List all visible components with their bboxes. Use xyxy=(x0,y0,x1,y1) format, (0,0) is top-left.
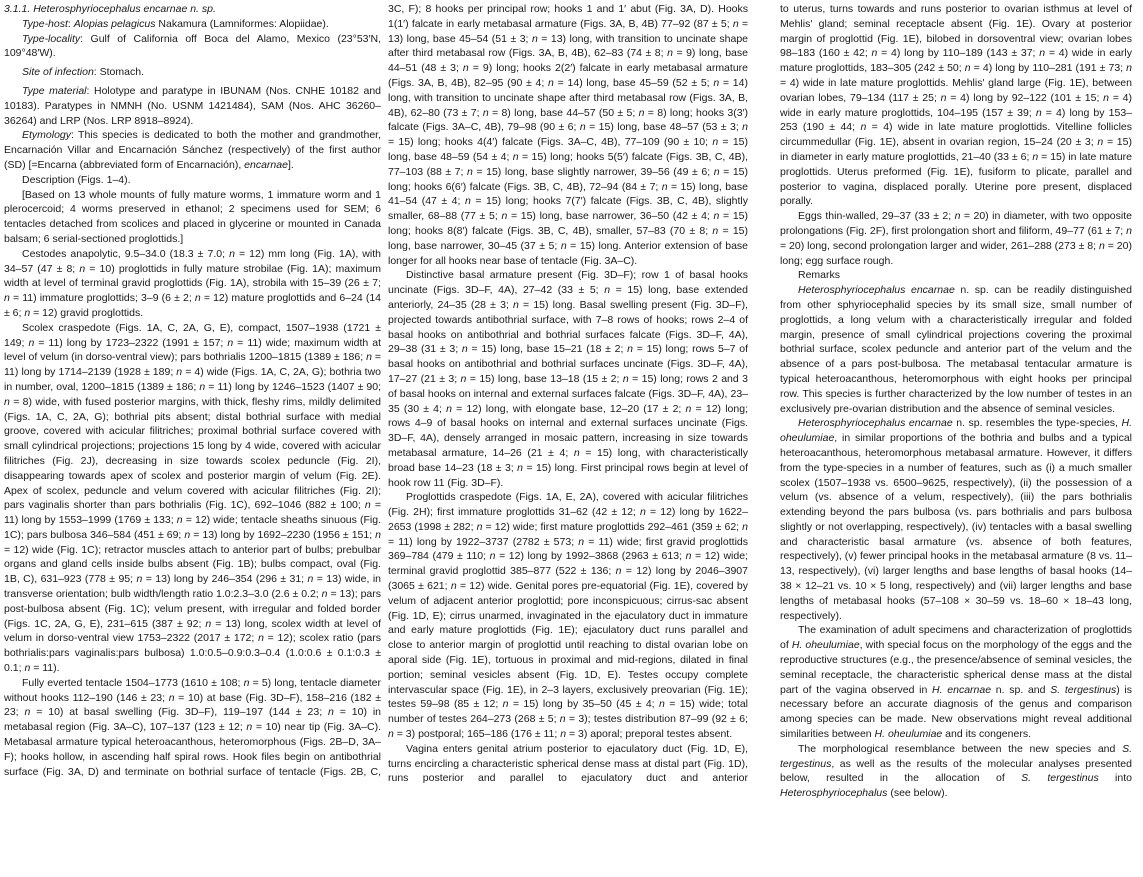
italic-text: n xyxy=(712,224,719,237)
italic-text: n xyxy=(531,32,538,45)
section-heading: 3.1.1. Heterosphyriocephalus encarnae n. sp. xyxy=(4,3,216,15)
italic-text: n xyxy=(685,402,692,415)
italic-text: encarnae xyxy=(244,158,288,171)
italic-text: n xyxy=(1103,91,1110,104)
italic-text: n xyxy=(639,506,646,519)
italic-text: S. tergestinus xyxy=(1050,683,1117,696)
italic-text: n xyxy=(513,298,519,311)
italic-text: n xyxy=(1126,224,1132,237)
paragraph: Heterosphyriocephalus encarnae n. sp. resembles the type-species, H. oheulumiae, in similar proportions of the bothria and bulbs and a typical heteroacanthous, heteromorphous metabasal armature. However, it differs from the type-species in a number of features, such as (i) a much smaller scolex (1507–1938 vs. 6500–9625, respectively), (ii) the possession of a velum (vs. absence of a velum, respectively), (iii) the pars bothrialis extending beyond the pars bulbosa (vs. pars bothrialis and pars bulbosa slightly or not overlapping, respectively), (iv) tentacles with a basal swelling and characteristic basal armature (vs. absence of both features, respectively), (v) fewer principal hooks in the metabasal armature (8 vs. 11–13, respectively), (vi) larger lengths and base lengths of basal hooks (14–38 × 12–21 vs. 10 × 5 long, respectively) and (vii) larger lengths and base lengths of metabasal hooks (57–108 × 30–59 vs. 18–60 × 18–43 long, respectively). xyxy=(780,417,1132,622)
italic-text: n xyxy=(604,284,611,297)
italic-text: n xyxy=(364,499,371,512)
paragraph: Type-host: Alopias pelagicus Nakamura (Lamniformes: Alopiidae). xyxy=(22,17,329,30)
italic-text: n xyxy=(661,180,668,193)
italic-text: n xyxy=(227,336,234,349)
italic-text: n xyxy=(462,62,469,75)
italic-text: n xyxy=(502,698,509,711)
italic-text: H. oheulumiae xyxy=(780,417,1132,445)
italic-text: n xyxy=(467,165,473,178)
italic-text: n xyxy=(28,336,35,349)
italic-text: n xyxy=(1032,150,1039,163)
italic-text: n xyxy=(4,292,10,305)
section-heading: Remarks xyxy=(798,269,841,282)
italic-text: n xyxy=(860,121,867,134)
italic-text: n xyxy=(446,402,452,415)
italic-text: n xyxy=(246,721,253,734)
italic-text: Type-host xyxy=(22,17,68,30)
italic-text: n xyxy=(560,239,567,252)
italic-text: n xyxy=(501,210,508,223)
paragraph: Heterosphyriocephalus encarnae n. sp. can be readily distinguished from other sphyriocephalid species by its small size, small number of proglottids, a long velum with a characteristically irregular and folded margin, presence of small cylindrical projections covering the proximal bothrial surface, scolex peduncle and anterior part of the velum and the absence of a pars post-bulbosa. The metabasal tentacular armature is typical heteroacanthous, heteromorphous with eight hooks per principal row. This species is further characterized by the low number of testes in an exclusively pre-ovarian distribution and the absence of seminal vesicles. xyxy=(780,284,1132,415)
italic-text: n xyxy=(627,343,634,356)
italic-text: n xyxy=(658,698,665,711)
italic-text: n xyxy=(732,17,739,30)
italic-text: n xyxy=(713,165,720,178)
paragraph: 3C, F); 8 hooks per principal row; hooks 1 and 1′ abut (Fig. 3A, D). Hooks 1(1′) falcate in early metabasal armature (Figs. 3A, B, 4B) 77–92 (87 ± 5; n = 13) long, base 45–54 (51 ± 3; n = 13) long, with transition to uncinate shape after third metabasal row (Figs. 3A, B, 4B), 62–83 (74 ± 8; n = 9) long, base 44–51 (48 ± 3; n = 9) long; hooks 2(2′) falcate in early metabasal armature (Figs. 3A, B, 4B), 82–95 (90 ± 4; n = 14) long, base 45–59 (52 ± 5; n = 14) long, with transition to uncinate shape after third metabasal row (Figs. 3A, B, 4B), 62–80 (73 ± 7; n = 8) long, base 44–57 (50 ± 5; n = 8) long; hooks 3(3′) falcate (Figs. 3A–C, 4B), 79–98 (90 ± 6; n = 15) long, base 48–57 (53 ± 3; n = 15) long; hooks 4(4′) falcate (Figs. 3A–C, 4B), 77–109 (90 ± 10; n = 15) long, base 48–59 (54 ± 4; n = 15) long; hooks 5(5′) falcate (Figs. 3B, C, 4B), 77–103 (88 ± 7; n = 15) long, base slightly narrower, 39–56 (49 ± 6; n = 15) long; hooks 6(6′) falcate (Figs. 3B, C, 4B), 72–94 (84 ± 7; n = 15) long, base 41–54 (47 ± 4; n = 15) long; hooks 7(7′) falcate (Figs. 3B, C, 4B), slightly smaller, 68–88 (77 ± 5; n = 15) long, base narrower, 36–50 (42 ± 4; n = 15) long; hooks 8(8′) falcate (Figs. 3B, C, 4B), smaller, 57–83 (70 ± 8; n = 15) long, base narrower, 30–45 (37 ± 5; n = 15) long. Anterior extension of base longer for all hooks near base of tentacle (Fig. 3A–C). xyxy=(388,3,749,267)
italic-text: n xyxy=(375,528,381,541)
italic-text: n xyxy=(559,713,566,726)
section-heading: Description (Figs. 1–4). xyxy=(22,173,131,186)
italic-text: n xyxy=(461,343,468,356)
italic-text: n xyxy=(685,550,692,563)
italic-text: n xyxy=(176,366,183,379)
italic-text: n xyxy=(482,106,489,119)
italic-text: n xyxy=(258,632,264,645)
paragraph: Distinctive basal armature present (Fig. 3D–F); row 1 of basal hooks uncinate (Figs. 3D–F, 4A), 27–42 (33 ± 5; n = 15) long, base extended anteriorly, 24–35 (28 ± 3; n = 15) long. Basal swelling present (Fig. 3D–F), projected towards antibothrial surface, with 7–8 rows of hooks; rows 2–4 of basal hooks on antibothrial and bothrial surfaces falcate (Figs. 3D–F, 4A), 29–38 (31 ± 3; n = 15) long, base 15–21 (18 ± 2; n = 15) long; rows 5–7 of basal hooks on antibothrial and bothrial surfaces uncinate (Figs. 3D–F, 4A), 17–27 (21 ± 3; n = 15) long, base 13–18 (15 ± 2; n = 15) long; rows 2 and 3 of basal hooks on internal and external surfaces falcate (Figs. 3D–F, 4A), 23–35 (30 ± 4; n = 12) long, with elongate base, 12–20 (17 ± 2; n = 12) long; rows 4–9 of basal hooks on internal and external surfaces uncinate (Figs. 3D–F, 4A), densely arranged in mosaic pattern, increasing in size towards metabasal armature, 14–26 (21 ± 4; n = 15) long, with characteristically broad base 14–23 (18 ± 3; n = 15) long. First principal rows begin at level of hook row 11 (Fig. 3D–F). xyxy=(388,269,749,489)
italic-text: H. oheulumiae xyxy=(791,639,860,652)
italic-text: n xyxy=(964,62,971,75)
italic-text: Heterosphyriocephalus xyxy=(780,787,888,800)
italic-text: Heterosphyriocephalus encarnae xyxy=(798,417,953,430)
italic-text: n xyxy=(136,573,143,586)
italic-text: n xyxy=(940,91,947,104)
italic-text: n xyxy=(1039,47,1046,60)
italic-text: Alopias pelagicus xyxy=(73,17,156,30)
paragraph: Site of infection: Stomach. xyxy=(22,66,144,79)
italic-text: n xyxy=(954,210,961,223)
paragraph: Type material: Holotype and paratype in IBUNAM (Nos. CNHE 10182 and 10183). Paratypes in NMNH (No. USNM 1421484), SAM (Nos. AHC 36260–36264) and LRP (Nos. LRP 8918–8924). xyxy=(4,84,382,127)
italic-text: n xyxy=(713,76,720,89)
italic-text: n xyxy=(243,676,250,689)
paragraph: Scolex craspedote (Figs. 1A, C, 2A, G, E), compact, 1507–1938 (1721 ± 149; n = 11) long by 1723–2322 (1991 ± 157; n = 11) wide; maximum width at level of velum (in dorso-ventral view); pars bothrialis 1200–1815 (1389 ± 186; n = 11) long by 1714–2139 (1928 ± 189; n = 4) wide (Figs. 1A, C, 2A, G); bothria two in number, oval, 1200–1815 (1389 ± 186; n = 11) long by 1246–1523 (1407 ± 90; n = 8) wide, with fused posterior margins, with thick, fleshy rims, mildly delimited (Figs. 1A, C, 2A, G); bothrial pits absent; distal bothrial surface with medial groove, covered with acicular filitriches; proximal bothrial surface covered with small cylindrical projections; projections 15 long by 4 wide, covered with acicular filitriches (Fig. 2J), decreasing in size towards scolex peduncle (Fig. 2I), disappearing towards apex of scolex and posterior margin of velum (Fig. 2E). Apex of scolex, peduncle and velum covered with acicular filitriches (Fig. 2I); pars vaginalis shorter than pars bothrialis (Fig. 1C), 692–1046 (882 ± 100; n = 11) long by 1553–1999 (1769 ± 133; n = 12) wide; tentacle sheaths sinuous (Fig. 1C); pars bulbosa 346–584 (451 ± 69; n = 13) long by 1692–2230 (1956 ± 151; n = 12) wide (Fig. 1C); retractor muscles attach to anterior part of bulbs; prebulbar organs and gland cells inside bulbs absent (Fig. 1B); bulbs compact, oval (Fig. 1B, C), 631–923 (778 ± 95; n = 13) long by 246–354 (296 ± 31; n = 13) wide, in transverse orientation; bulb width/length ratio 1.0:2.3–3.0 (2.6 ± 0.2; n = 13); pars post-bulbosa absent (Fig. 1C); velum present, with irregular and folded border (Figs. 1C, 2A, G, E), 231–615 (387 ± 92; n = 13) long, scolex width at level of velum in dorso-ventral view 1753–2322 (2017 ± 172; n = 12); scolex ratio (pars bothrialis:pars vaginalis:pars bulbosa) 1.0:0.5–0.9:0.3–0.4 (1.0:0.6 ± 0.1:0.3 ± 0.1; n = 11). xyxy=(4,321,382,675)
italic-text: n xyxy=(229,247,235,260)
italic-text: n xyxy=(622,372,629,385)
italic-text: n xyxy=(667,47,673,60)
italic-text: n xyxy=(307,573,314,586)
italic-text: n xyxy=(615,565,622,578)
italic-text: n xyxy=(638,106,645,119)
italic-text: n xyxy=(512,150,519,163)
italic-text: n xyxy=(460,372,467,385)
paragraph: to uterus, turns towards and runs posterior to ovarian isthmus at level of Mehlis' gland; seminal receptacle absent (Fig. 1E). Ovary at posterior margin of proglottid (Fig. 1E), bilobed in dorsoventral view; ovarian lobes 98–183 (160 ± 42; n = 4) long by 110–189 (143 ± 37; n = 4) wide in early mature proglottids, 183–305 (242 ± 50; n = 4) long by 110–281 (191 ± 73; n = 4) wide in late mature proglottids. Mehlis' gland large (Fig. 1E), between ovarian lobes, 79–134 (117 ± 25; n = 4) long by 92–122 (101 ± 15; n = 4) wide in early mature proglottids, 104–195 (157 ± 39; n = 4) long by 153–253 (190 ± 44; n = 4) wide in late mature proglottids. Vitelline follicles circummedullar (Fig. 1E), absent in ovarian region, 15–24 (20 ± 3; n = 15) in diameter in early mature proglottids, 21–40 (33 ± 6; n = 15) in late mature proglottids. Uterus preformed (Fig. 1E), fusiform to plicate, parallel and posterior to vagina, displaced porally. Uterine pore present, displaced porally. xyxy=(780,3,1133,208)
paragraph: Eggs thin-walled, 29–37 (33 ± 2; n = 20) in diameter, with two opposite prolongations (Fig. 2F), first prolongation short and filiform, 49–77 (61 ± 7; n = 20) long, second prolongation larger and wider, 261–288 (273 ± 8; n = 20) long; egg surface rough. xyxy=(780,210,1132,267)
italic-text: n xyxy=(321,588,328,601)
italic-text: n xyxy=(712,136,719,149)
italic-text: n xyxy=(1097,136,1104,149)
italic-text: n xyxy=(194,292,201,305)
paragraph: The morphological resemblance between the new species and S. tergestinus, as well as the results of the molecular analyses presented below, resulted in the allocation of S. tergestinus into Heterosphyriocephalus (see below). xyxy=(780,742,1132,800)
italic-text: n xyxy=(366,351,372,364)
italic-text: n xyxy=(205,617,212,630)
italic-text: n xyxy=(517,461,524,474)
paragraph: Type-locality: Gulf of California off Boca del Alamo, Mexico (23°53′N, 109°48′W). xyxy=(4,32,381,60)
italic-text: n xyxy=(328,706,334,719)
paragraph: The examination of adult specimens and characterization of proglottids of H. oheulumiae, with special focus on the morphology of the eggs and the reproductive structures (e.g., the presence/absence of seminal vesicles, the seminal receptacle, the characteristic spherical dense mass at the distal part of the vagina observed in H. encarnae n. sp. and S. tergestinus) is necessary before an accurate diagnosis of the genus and comparison among species can be made. New observations might reveal additional similarities between H. oheulumiae and its congeners. xyxy=(780,624,1132,741)
italic-text: n xyxy=(713,210,720,223)
italic-text: S. tergestinus xyxy=(780,742,1132,770)
paragraph: Cestodes anapolytic, 9.5–34.0 (18.3 ± 7.0; n = 12) mm long (Fig. 1A), with 34–57 (47 ± 8; n = 10) proglottids in fully mature strobilae (Fig. 1A); maximum width at level of terminal gravid proglottids (Fig. 1A), strobila with 15–39 (26 ± 7; n = 11) immature proglottids; 3–9 (6 ± 2; n = 12) mature proglottids and 6–24 (14 ± 6; n = 12) gravid proglottids. xyxy=(4,247,382,319)
italic-text: n xyxy=(24,306,31,319)
italic-text: Type material xyxy=(22,84,87,97)
italic-text: n xyxy=(24,706,31,719)
text-column-middle xyxy=(388,2,748,786)
italic-text: H. oheulumiae xyxy=(874,728,943,741)
italic-text: n xyxy=(476,520,483,533)
italic-text: n xyxy=(4,395,10,408)
italic-text: n xyxy=(1098,239,1105,252)
italic-text: n xyxy=(168,691,175,704)
italic-text: n xyxy=(579,121,586,134)
italic-text: n xyxy=(742,520,748,533)
italic-text: H. encarnae xyxy=(932,683,992,696)
italic-text: n xyxy=(560,728,567,741)
italic-text: Heterosphyriocephalus encarnae xyxy=(798,284,955,297)
italic-text: n xyxy=(184,528,191,541)
italic-text: n xyxy=(24,662,31,675)
paragraph: [Based on 13 whole mounts of fully mature worms, 1 immature worm and 1 plerocercoid; 4 worms preserved in ethanol; 2 specimens used for SEM; 6 tentacles detached from scolices and placed in glycerine or mounted in Canada balsam; 6 serial-sectioned proglottids.] xyxy=(4,188,381,245)
italic-text: n xyxy=(578,535,585,548)
italic-text: n xyxy=(79,262,86,275)
italic-text: n xyxy=(450,580,457,593)
italic-text: n xyxy=(573,446,580,459)
italic-text: Type-locality xyxy=(22,32,81,45)
italic-text: Etymology xyxy=(22,129,72,142)
italic-text: n xyxy=(464,195,471,208)
paragraph: Fully everted tentacle 1504–1773 (1610 ± 108; n = 5) long, tentacle diameter without hooks 112–190 (146 ± 23; n = 10) at base (Fig. 3D–F), 158–216 (182 ± 23; n = 10) at basal swelling (Fig. 3D–F), 119–197 (144 ± 23; n = 10) in metabasal region (Fig. 3A–C), 107–137 (123 ± 12; n = 10) near tip (Fig. 3A–C). Metabasal armature typical heteroacanthous, heteromorphous (Figs. 2B–D, 3A–F); hooks hollow, in ascending half spiral rows. Hook files begin on antibothrial surface (Fig. 3A, D) and terminate on bothrial surface of tentacle (Figs. 2B, C, xyxy=(4,676,381,778)
italic-text: n xyxy=(742,121,749,134)
italic-text: n xyxy=(176,514,183,527)
italic-text: Site of infection xyxy=(22,66,94,79)
italic-text: n xyxy=(388,728,394,741)
italic-text: n xyxy=(871,47,878,60)
paragraph: Etymology: This species is dedicated to both the mother and grandmother, Encarnación Villar and Encarnación Sánchez (respectively) of the first author (SD) [=Encarna (abbreviated form of Encarnación), encarnae]. xyxy=(4,129,381,171)
italic-text: S. tergestinus xyxy=(1021,772,1099,785)
italic-text: n xyxy=(1126,62,1132,75)
paragraph: Proglottids craspedote (Figs. 1A, E, 2A), covered with acicular filitriches (Fig. 2H); first immature proglottids 31–62 (42 ± 12; n = 12) long by 1622–2653 (1998 ± 282; n = 12) wide; first mature proglottids 292–461 (359 ± 62; n = 11) long by 1922–3737 (2782 ± 573; n = 11) wide; first gravid proglottids 369–784 (479 ± 110; n = 12) long by 1992–3868 (2963 ± 613; n = 12) wide; terminal gravid proglottid 385–877 (522 ± 136; n = 12) long by 2046–3907 (3065 ± 621; n = 12) wide. Genital pores pre-equatorial (Fig. 1E), covered by velum of adjacent anterior proglottid; pore inconspicuous; cirrus-sac absent (Fig. 1D, E); cirrus unarmed, invaginated in the ejaculatory duct in immature and early mature proglottids (Fig. 1E); ejaculatory duct runs parallel and close to anterior margin of proglottid until reaching to distal ovarian lobe on aporal side (Fig. 1E), tortuous in proximal and mid-regions, dilated in final portion; seminal vesicles absent (Fig. 1D, E). Testes occupy complete intervascular space (Fig. 1E), in 2–3 layers, exclusively preovarian (Fig. 1E); testes 59–98 (85 ± 12; n = 15) long by 35–50 (45 ± 4; n = 15) wide; total number of testes 264–273 (268 ± 5; n = 3); testes distribution 87–99 (92 ± 6; n = 3) postporal; 165–186 (176 ± 11; n = 3) aporal; preporal testes absent. xyxy=(388,491,748,741)
text-column-left xyxy=(4,2,381,779)
italic-text: n xyxy=(199,380,206,393)
text-column-right xyxy=(780,2,1132,801)
italic-text: n xyxy=(548,76,554,89)
italic-text: n xyxy=(489,550,496,563)
paragraph: Vagina enters genital atrium posterior to ejaculatory duct (Fig. 1D, E), turns encircling a characteristic spherical dense mass at distal part (Fig. 1D), runs posterior and parallel to ejaculatory duct and anterior xyxy=(388,742,748,785)
italic-text: n xyxy=(1035,106,1042,119)
